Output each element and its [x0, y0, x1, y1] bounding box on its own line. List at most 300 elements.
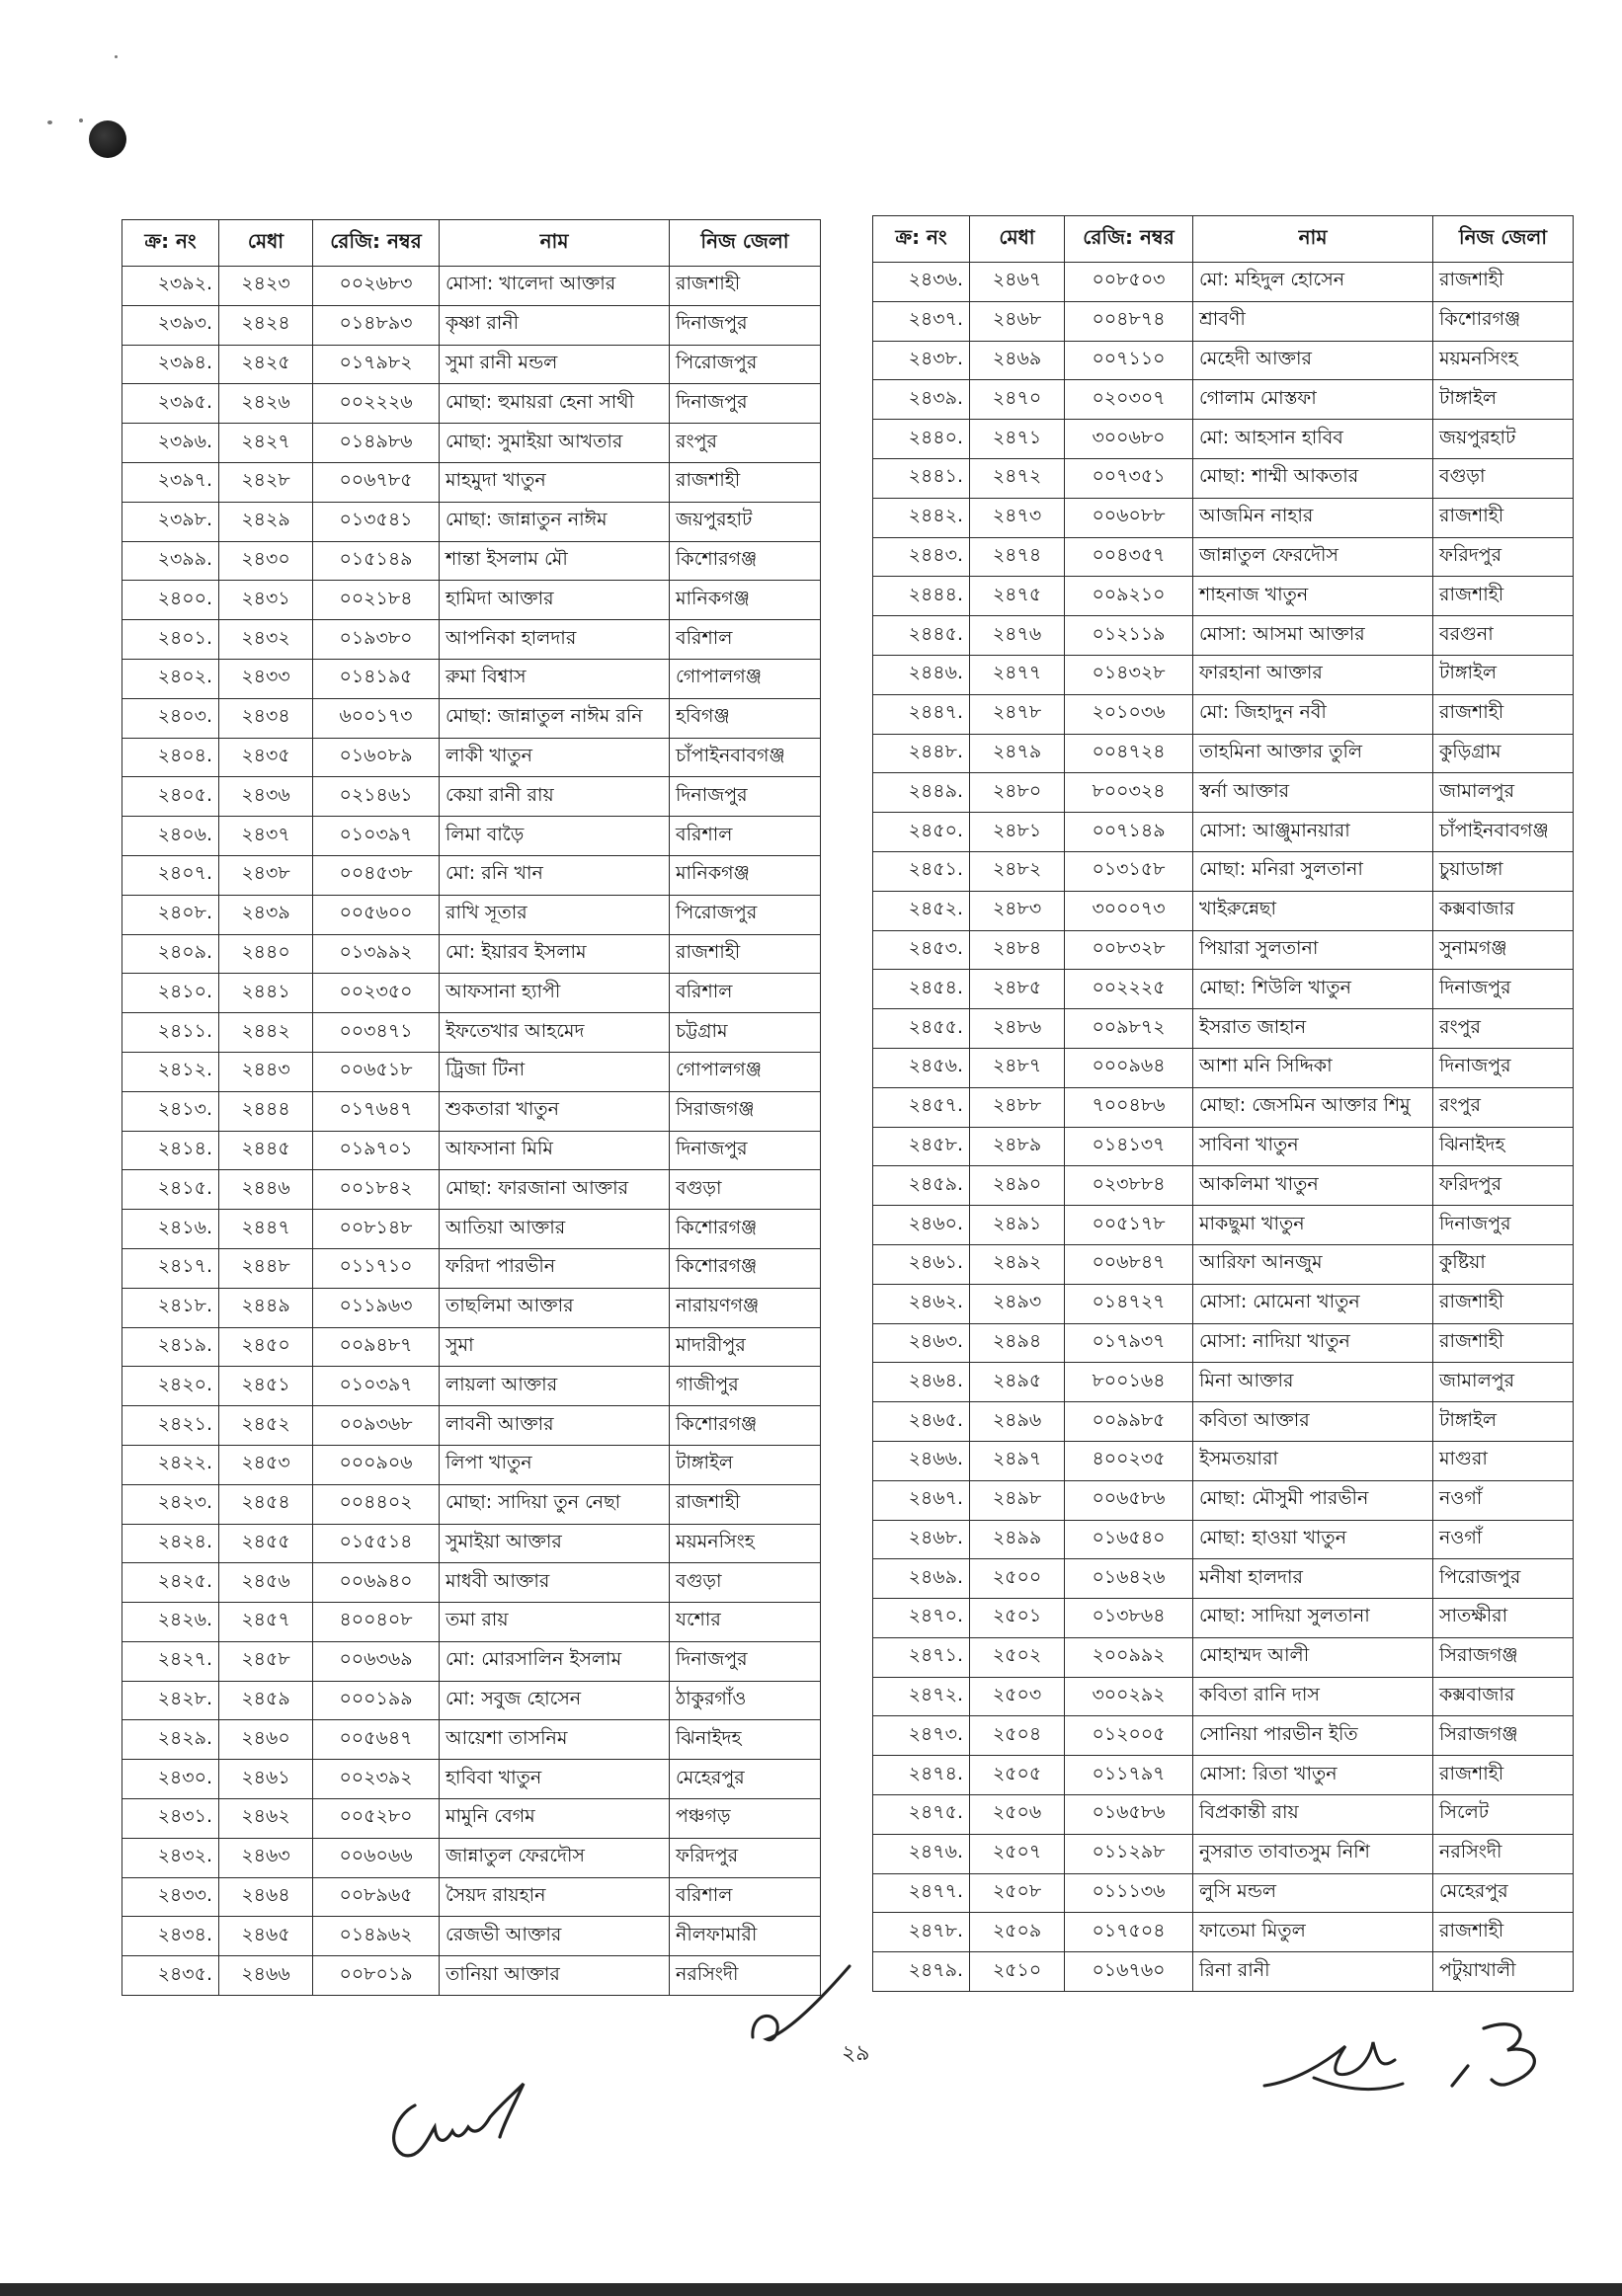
cell-merit: ২৪৩২: [219, 620, 313, 660]
cell-reg: ০০৬৫১৮: [313, 1052, 440, 1091]
cell-district: মাগুরা: [1433, 1441, 1574, 1480]
cell-reg: ০০৭১১০: [1065, 341, 1193, 380]
table-row: [873, 1087, 1574, 1127]
cell-name: আজমিন নাহার: [1193, 498, 1433, 537]
cell-merit: ২৪৮৬: [970, 1009, 1065, 1049]
cell-merit: ২৪৯৭: [970, 1441, 1065, 1480]
cell-reg: ০০০৯৬৪: [1065, 1048, 1193, 1087]
cell-name: মোসা: আসমা আক্তার: [1193, 616, 1433, 656]
cell-district: মেহেরপুর: [1433, 1873, 1574, 1913]
cell-merit: ২৪২৭: [219, 424, 313, 463]
cell-merit: ২৪৯৯: [970, 1520, 1065, 1559]
cell-district: রংপুর: [1433, 1009, 1574, 1049]
cell-district: ময়মনসিংহ: [1433, 341, 1574, 380]
cell-district: যশোর: [670, 1603, 821, 1642]
cell-name: পিয়ারা সুলতানা: [1193, 930, 1433, 970]
cell-merit: ২৪৯৮: [970, 1480, 1065, 1520]
cell-name: মো: ইয়ারব ইসলাম: [440, 934, 670, 974]
cell-name: তাহমিনা আক্তার তুলি: [1193, 734, 1433, 773]
table-row: [873, 420, 1574, 459]
cell-district: রাজশাহী: [1433, 1913, 1574, 1952]
cell-district: ঝিনাইদহ: [1433, 1127, 1574, 1166]
table-row: [122, 1013, 821, 1053]
cell-merit: ২৪৩৬: [219, 777, 313, 817]
cell-reg: ০১৪৩২৮: [1065, 655, 1193, 694]
cell-name: মো: রনি খান: [440, 855, 670, 895]
cell-name: মনীষা হালদার: [1193, 1559, 1433, 1599]
table-row: [873, 1480, 1574, 1520]
cell-merit: ২৪৭৬: [970, 616, 1065, 656]
cell-name: রেজভী আক্তার: [440, 1917, 670, 1956]
cell-serial: ২৩৯৮.: [122, 502, 219, 541]
cell-merit: ২৪৬১: [219, 1760, 313, 1799]
cell-serial: ২৪২২.: [122, 1445, 219, 1484]
table-row: [122, 1170, 821, 1210]
table-row: [873, 1363, 1574, 1402]
cell-merit: ২৪৮৩: [970, 891, 1065, 930]
cell-serial: ২৪৪৬.: [873, 655, 970, 694]
cell-district: কুড়িগ্রাম: [1433, 734, 1574, 773]
cell-serial: ২৪৪৭.: [873, 694, 970, 734]
cell-name: আরিফা আনজুম: [1193, 1244, 1433, 1284]
cell-serial: ২৪১৯.: [122, 1327, 219, 1367]
cell-serial: ২৪২০.: [122, 1367, 219, 1406]
cell-merit: ২৫০২: [970, 1637, 1065, 1677]
cell-name: ফরিদা পারভীন: [440, 1248, 670, 1288]
cell-serial: ২৪৩৩.: [122, 1877, 219, 1917]
cell-serial: ২৪৪০.: [873, 420, 970, 459]
cell-reg: ০১৬৫৮৬: [1065, 1795, 1193, 1835]
table-row: [122, 1367, 821, 1406]
cell-district: দিনাজপুর: [670, 1131, 821, 1170]
cell-name: আকলিমা খাতুন: [1193, 1166, 1433, 1206]
cell-merit: ২৪৮৫: [970, 970, 1065, 1009]
cell-serial: ২৪০২.: [122, 659, 219, 698]
table-row: [122, 1877, 821, 1917]
table-row: [122, 1603, 821, 1642]
scan-bottom-edge: [0, 2283, 1622, 2296]
cell-serial: ২৪৫৩.: [873, 930, 970, 970]
cell-district: গোপালগঞ্জ: [670, 659, 821, 698]
cell-merit: ২৪২৮: [219, 462, 313, 502]
cell-name: মাকছুমা খাতুন: [1193, 1206, 1433, 1245]
cell-reg: ০০৬৩৬৯: [313, 1641, 440, 1681]
cell-reg: ০০২৩৯২: [313, 1760, 440, 1799]
cell-serial: ২৪২৭.: [122, 1641, 219, 1681]
cell-merit: ২৪৪৭: [219, 1210, 313, 1249]
cell-name: জান্নাতুল ফেরদৌস: [1193, 537, 1433, 577]
cell-merit: ২৪৩৪: [219, 698, 313, 738]
cell-reg: ২০১০৩৬: [1065, 694, 1193, 734]
cell-reg: ০১১৯৬৩: [313, 1288, 440, 1327]
cell-reg: ০০৯৩৬৮: [313, 1406, 440, 1446]
cell-serial: ২৪৩৫.: [122, 1956, 219, 1996]
cell-reg: ০১৭৯৩৭: [1065, 1323, 1193, 1363]
cell-merit: ২৪২৩: [219, 267, 313, 306]
cell-serial: ২৪৩৮.: [873, 341, 970, 380]
cell-district: কক্সবাজার: [1433, 1677, 1574, 1716]
cell-reg: ০০৫৬০০: [313, 895, 440, 934]
cell-reg: ০১৪৯৮৬: [313, 424, 440, 463]
cell-district: বগুড়া: [1433, 458, 1574, 498]
header-district: নিজ জেলা: [1433, 216, 1574, 263]
cell-name: মিনা আক্তার: [1193, 1363, 1433, 1402]
cell-name: হামিদা আক্তার: [440, 581, 670, 620]
cell-district: মানিকগঞ্জ: [670, 855, 821, 895]
cell-district: রংপুর: [670, 424, 821, 463]
cell-serial: ২৪২১.: [122, 1406, 219, 1446]
cell-name: আফসানা মিমি: [440, 1131, 670, 1170]
cell-serial: ২৪০৯.: [122, 934, 219, 974]
cell-reg: ০১৩৫৪১: [313, 502, 440, 541]
cell-reg: ০০১৮৪২: [313, 1170, 440, 1210]
cell-merit: ২৫০৭: [970, 1834, 1065, 1873]
cell-serial: ২৪৪৮.: [873, 734, 970, 773]
cell-reg: ০২৩৮৮৪: [1065, 1166, 1193, 1206]
cell-reg: ০০৮১৪৮: [313, 1210, 440, 1249]
cell-name: মোছা: হাওয়া খাতুন: [1193, 1520, 1433, 1559]
table-row: [122, 1956, 821, 1996]
table-row: [873, 1913, 1574, 1952]
cell-merit: ২৪৬৯: [970, 341, 1065, 380]
cell-name: আফসানা হ্যাপী: [440, 974, 670, 1013]
cell-merit: ২৪৫৮: [219, 1641, 313, 1681]
cell-district: দিনাজপুর: [1433, 1206, 1574, 1245]
cell-district: চট্টগ্রাম: [670, 1013, 821, 1053]
cell-merit: ২৪৭৯: [970, 734, 1065, 773]
cell-name: মামুনি বেগম: [440, 1799, 670, 1839]
cell-serial: ২৪০৪.: [122, 738, 219, 777]
cell-name: মো: মোরসালিন ইসলাম: [440, 1641, 670, 1681]
table-row: [873, 301, 1574, 341]
cell-reg: ০১৭৬৪৭: [313, 1091, 440, 1131]
cell-reg: ০০৯৪৮৭: [313, 1327, 440, 1367]
cell-district: রাজশাহী: [1433, 263, 1574, 302]
table-row: [122, 345, 821, 384]
cell-reg: ০০৯৯৮৫: [1065, 1402, 1193, 1442]
cell-reg: ০১২০০৫: [1065, 1716, 1193, 1756]
table-row: [873, 1166, 1574, 1206]
table-row: [873, 1756, 1574, 1795]
cell-name: মো: মহিদুল হোসেন: [1193, 263, 1433, 302]
cell-reg: ০১৫১৪৯: [313, 541, 440, 581]
table-row: [122, 1406, 821, 1446]
cell-district: ময়মনসিংহ: [670, 1524, 821, 1563]
cell-merit: ২৪৭৩: [970, 498, 1065, 537]
cell-reg: ২০০৯৯২: [1065, 1637, 1193, 1677]
cell-serial: ২৪৫২.: [873, 891, 970, 930]
cell-district: টাঙ্গাইল: [670, 1445, 821, 1484]
cell-serial: ২৩৯৩.: [122, 305, 219, 345]
cell-serial: ২৩৯৯.: [122, 541, 219, 581]
cell-reg: ৮০০১৬৪: [1065, 1363, 1193, 1402]
cell-reg: ০০২৩৫০: [313, 974, 440, 1013]
table-row: [873, 813, 1574, 852]
cell-district: সিরাজগঞ্জ: [670, 1091, 821, 1131]
cell-merit: ২৪৩৫: [219, 738, 313, 777]
cell-name: ফাতেমা মিতুল: [1193, 1913, 1433, 1952]
cell-merit: ২৪৮৪: [970, 930, 1065, 970]
cell-serial: ২৪৭৯.: [873, 1952, 970, 1992]
table-row: [122, 1131, 821, 1170]
cell-merit: ২৪৪৪: [219, 1091, 313, 1131]
table-row: [122, 1641, 821, 1681]
cell-serial: ২৪২৬.: [122, 1603, 219, 1642]
cell-serial: ২৪৬৮.: [873, 1520, 970, 1559]
cell-merit: ২৪৬৮: [970, 301, 1065, 341]
table-row: [122, 1720, 821, 1760]
table-row: [122, 581, 821, 620]
cell-name: আতিয়া আক্তার: [440, 1210, 670, 1249]
table-row: [873, 1716, 1574, 1756]
table-row: [873, 773, 1574, 813]
cell-district: বরগুনা: [1433, 616, 1574, 656]
cell-reg: ০০৬০৮৮: [1065, 498, 1193, 537]
cell-reg: ৪০০৪০৮: [313, 1603, 440, 1642]
table-row: [873, 341, 1574, 380]
cell-merit: ২৪৮২: [970, 851, 1065, 891]
cell-reg: ০০২২২৫: [1065, 970, 1193, 1009]
table-row: [122, 817, 821, 856]
cell-serial: ২৪০৭.: [122, 855, 219, 895]
cell-district: বরিশাল: [670, 974, 821, 1013]
cell-district: নারায়ণগঞ্জ: [670, 1288, 821, 1327]
cell-merit: ২৫০১: [970, 1599, 1065, 1638]
table-row: [122, 541, 821, 581]
cell-district: বরিশাল: [670, 1877, 821, 1917]
cell-district: ঝিনাইদহ: [670, 1720, 821, 1760]
cell-merit: ২৫১০: [970, 1952, 1065, 1992]
cell-name: মোছা: ফারজানা আক্তার: [440, 1170, 670, 1210]
cell-reg: ০১৬০৮৯: [313, 738, 440, 777]
table-row: [873, 577, 1574, 616]
cell-name: গোলাম মোস্তফা: [1193, 380, 1433, 420]
cell-reg: ০১৪৯৬২: [313, 1917, 440, 1956]
cell-merit: ২৪৩০: [219, 541, 313, 581]
cell-merit: ২৪৮০: [970, 773, 1065, 813]
cell-merit: ২৫০৪: [970, 1716, 1065, 1756]
table-header-row: [873, 216, 1574, 263]
cell-reg: ০০০৯০৬: [313, 1445, 440, 1484]
cell-reg: ০০৮৫০৩: [1065, 263, 1193, 302]
table-row: [122, 855, 821, 895]
cell-reg: ০০৪৫৩৮: [313, 855, 440, 895]
cell-name: মোসা: আঞ্জুমানয়ারা: [1193, 813, 1433, 852]
table-row: [873, 1873, 1574, 1913]
cell-reg: ০০৪৭২৪: [1065, 734, 1193, 773]
cell-reg: ০০৮৩২৮: [1065, 930, 1193, 970]
cell-name: কেয়া রানী রায়: [440, 777, 670, 817]
table-row: [122, 1210, 821, 1249]
cell-merit: ২৪৭২: [970, 458, 1065, 498]
table-row: [122, 305, 821, 345]
cell-reg: ০১১২৯৮: [1065, 1834, 1193, 1873]
cell-reg: ০২০৩০৭: [1065, 380, 1193, 420]
cell-merit: ২৪৪৩: [219, 1052, 313, 1091]
table-row: [122, 1760, 821, 1799]
cell-serial: ২৪০৩.: [122, 698, 219, 738]
cell-district: কিশোরগঞ্জ: [670, 541, 821, 581]
cell-serial: ২৪৪১.: [873, 458, 970, 498]
cell-district: বগুড়া: [670, 1170, 821, 1210]
cell-district: জামালপুর: [1433, 1363, 1574, 1402]
table-row: [873, 1244, 1574, 1284]
cell-serial: ২৪৪২.: [873, 498, 970, 537]
cell-serial: ২৪৪৫.: [873, 616, 970, 656]
cell-serial: ২৪৭৩.: [873, 1716, 970, 1756]
table-row: [873, 458, 1574, 498]
cell-reg: ০০৮৯৬৫: [313, 1877, 440, 1917]
cell-serial: ২৪১৪.: [122, 1131, 219, 1170]
cell-merit: ২৪৭১: [970, 420, 1065, 459]
cell-district: টাঙ্গাইল: [1433, 1402, 1574, 1442]
cell-reg: ০১১১৩৬: [1065, 1873, 1193, 1913]
cell-district: চাঁপাইনবাবগঞ্জ: [1433, 813, 1574, 852]
cell-serial: ২৪৩০.: [122, 1760, 219, 1799]
table-row: [873, 1441, 1574, 1480]
page-number: ২৯: [842, 2041, 870, 2066]
table-row: [873, 263, 1574, 302]
table-row: [873, 498, 1574, 537]
cell-district: জামালপুর: [1433, 773, 1574, 813]
cell-merit: ২৫০৩: [970, 1677, 1065, 1716]
header-serial: ক্র: নং: [873, 216, 970, 263]
cell-district: জয়পুরহাট: [1433, 420, 1574, 459]
table-row: [873, 694, 1574, 734]
cell-serial: ২৪১৮.: [122, 1288, 219, 1327]
table-row: [122, 502, 821, 541]
cell-serial: ২৪৫৪.: [873, 970, 970, 1009]
cell-merit: ২৪৯০: [970, 1166, 1065, 1206]
cell-district: কিশোরগঞ্জ: [1433, 301, 1574, 341]
cell-name: তানিয়া আক্তার: [440, 1956, 670, 1996]
cell-district: মানিকগঞ্জ: [670, 581, 821, 620]
cell-name: সোনিয়া পারভীন ইতি: [1193, 1716, 1433, 1756]
cell-serial: ২৪৭৬.: [873, 1834, 970, 1873]
cell-district: রাজশাহী: [670, 934, 821, 974]
cell-name: লাকী খাতুন: [440, 738, 670, 777]
cell-name: রুমা বিশ্বাস: [440, 659, 670, 698]
cell-reg: ০১৫৫১৪: [313, 1524, 440, 1563]
cell-serial: ২৪০৬.: [122, 817, 219, 856]
punch-hole: [89, 120, 126, 158]
cell-district: পঞ্চগড়: [670, 1799, 821, 1839]
cell-serial: ২৪২৮.: [122, 1681, 219, 1720]
cell-merit: ২৪৫৪: [219, 1484, 313, 1524]
cell-reg: ০০৪৮৭৪: [1065, 301, 1193, 341]
cell-reg: ০১৩১৫৮: [1065, 851, 1193, 891]
cell-district: পিরোজপুর: [1433, 1559, 1574, 1599]
cell-merit: ২৪৮৭: [970, 1048, 1065, 1087]
cell-merit: ২৪২৯: [219, 502, 313, 541]
cell-district: কুষ্টিয়া: [1433, 1244, 1574, 1284]
cell-name: ইসমতয়ারা: [1193, 1441, 1433, 1480]
cell-name: লুসি মন্ডল: [1193, 1873, 1433, 1913]
cell-name: মোছা: সাদিয়া তুন নেছা: [440, 1484, 670, 1524]
table-row: [122, 1052, 821, 1091]
cell-name: মোছা: মনিরা সুলতানা: [1193, 851, 1433, 891]
cell-reg: ০০৭৩৫১: [1065, 458, 1193, 498]
cell-district: দিনাজপুর: [670, 305, 821, 345]
cell-name: সাবিনা খাতুন: [1193, 1127, 1433, 1166]
cell-merit: ২৪৬৪: [219, 1877, 313, 1917]
header-serial: ক্র: নং: [122, 220, 219, 267]
cell-district: বগুড়া: [670, 1563, 821, 1603]
cell-merit: ২৪৬০: [219, 1720, 313, 1760]
cell-district: সিরাজগঞ্জ: [1433, 1716, 1574, 1756]
cell-serial: ২৪৩৭.: [873, 301, 970, 341]
cell-district: সাতক্ষীরা: [1433, 1599, 1574, 1638]
cell-name: আশা মনি সিদ্দিকা: [1193, 1048, 1433, 1087]
table-row: [122, 620, 821, 660]
cell-district: দিনাজপুর: [670, 777, 821, 817]
cell-reg: ০১৪৭২৭: [1065, 1284, 1193, 1323]
cell-district: টাঙ্গাইল: [1433, 380, 1574, 420]
cell-reg: ০১৭৯৮২: [313, 345, 440, 384]
cell-merit: ২৪৫২: [219, 1406, 313, 1446]
header-name: নাম: [1193, 216, 1433, 263]
cell-district: পিরোজপুর: [670, 345, 821, 384]
cell-merit: ২৪৯৫: [970, 1363, 1065, 1402]
header-reg: রেজি: নম্বর: [1065, 216, 1193, 263]
table-row: [873, 1520, 1574, 1559]
cell-name: সুমা: [440, 1327, 670, 1367]
cell-district: গাজীপুর: [670, 1367, 821, 1406]
cell-merit: ২৪৬৭: [970, 263, 1065, 302]
cell-name: কবিতা আক্তার: [1193, 1402, 1433, 1442]
cell-name: তমা রায়: [440, 1603, 670, 1642]
cell-district: ফরিদপুর: [1433, 1166, 1574, 1206]
cell-merit: ২৪৯৩: [970, 1284, 1065, 1323]
table-row: [122, 1799, 821, 1839]
cell-serial: ২৩৯৭.: [122, 462, 219, 502]
table-row: [873, 616, 1574, 656]
cell-serial: ২৪৫১.: [873, 851, 970, 891]
cell-district: দিনাজপুর: [670, 384, 821, 424]
cell-reg: ০০২২২৬: [313, 384, 440, 424]
cell-name: মো: সবুজ হোসেন: [440, 1681, 670, 1720]
cell-merit: ২৫০০: [970, 1559, 1065, 1599]
cell-merit: ২৪৬২: [219, 1799, 313, 1839]
cell-serial: ২৪৩২.: [122, 1838, 219, 1877]
cell-reg: ০১৯৭০১: [313, 1131, 440, 1170]
cell-name: ইসরাত জাহান: [1193, 1009, 1433, 1049]
cell-name: মোছা: শাম্মী আকতার: [1193, 458, 1433, 498]
cell-merit: ২৪৪১: [219, 974, 313, 1013]
cell-serial: ২৪১১.: [122, 1013, 219, 1053]
cell-merit: ২৪৩৯: [219, 895, 313, 934]
cell-district: গোপালগঞ্জ: [670, 1052, 821, 1091]
table-row: [873, 655, 1574, 694]
cell-district: পটুয়াখালী: [1433, 1952, 1574, 1992]
table-header-row: [122, 220, 821, 267]
cell-name: মোসা: খালেদা আক্তার: [440, 267, 670, 306]
cell-merit: ২৪৫৬: [219, 1563, 313, 1603]
cell-district: নওগাঁ: [1433, 1520, 1574, 1559]
cell-name: লাবনী আক্তার: [440, 1406, 670, 1446]
cell-serial: ২৪৬৩.: [873, 1323, 970, 1363]
cell-merit: ২৪৩৮: [219, 855, 313, 895]
merit-list-table-left: [122, 219, 821, 1996]
cell-merit: ২৫০৯: [970, 1913, 1065, 1952]
cell-serial: ২৪০৫.: [122, 777, 219, 817]
cell-serial: ২৪৪৪.: [873, 577, 970, 616]
cell-reg: ০০৬৫৮৬: [1065, 1480, 1193, 1520]
cell-name: মোছা: জেসমিন আক্তার শিমু: [1193, 1087, 1433, 1127]
cell-serial: ২৪৫৮.: [873, 1127, 970, 1166]
cell-serial: ২৪৭০.: [873, 1599, 970, 1638]
cell-serial: ২৪৪৯.: [873, 773, 970, 813]
